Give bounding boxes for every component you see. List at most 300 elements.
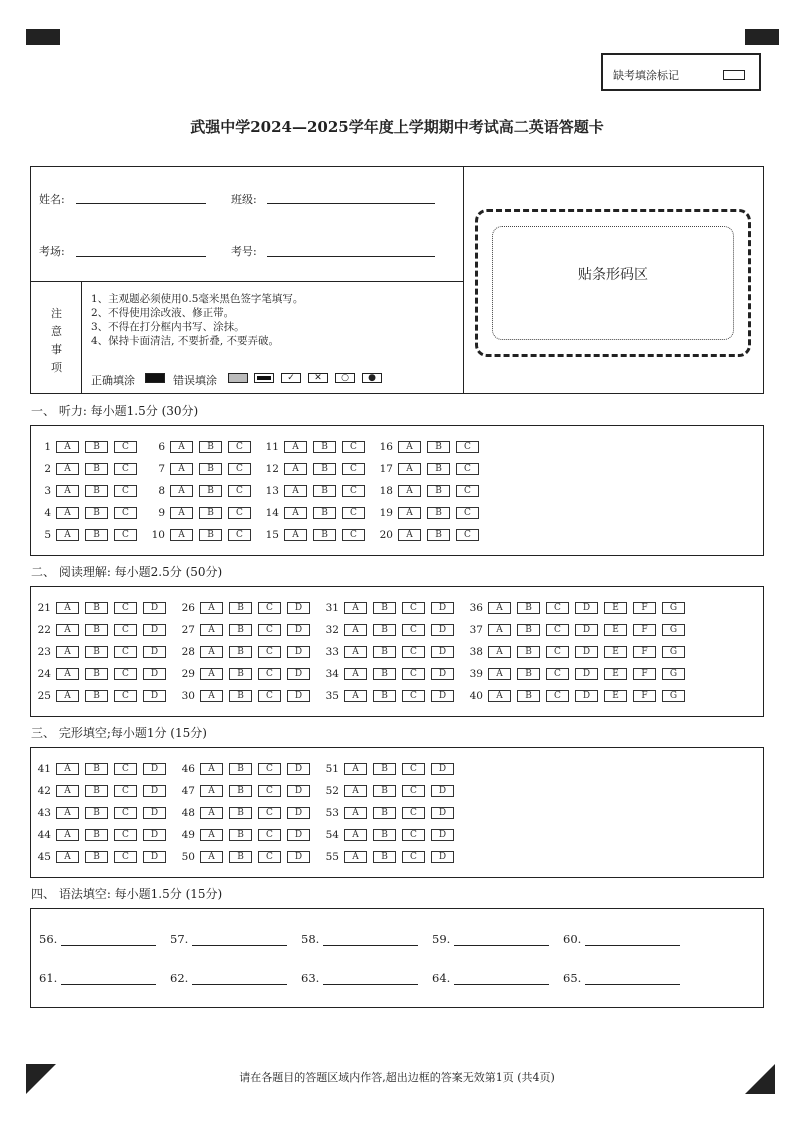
answer-bubble-b[interactable]: B [427, 529, 450, 541]
answer-bubble-c[interactable]: C [114, 441, 137, 453]
answer-bubble-e[interactable]: E [604, 624, 627, 636]
section-4-answer-box [30, 908, 764, 1008]
answer-bubble-a[interactable]: A [56, 602, 79, 614]
answer-bubble-c[interactable]: C [228, 485, 251, 497]
question-number: 33 [325, 646, 339, 658]
answer-bubble-c[interactable]: C [258, 785, 281, 797]
answer-bubble-a[interactable]: A [200, 646, 223, 658]
answer-bubble-c[interactable]: C [258, 668, 281, 680]
answer-blank-63[interactable] [323, 984, 418, 985]
question-number: 6 [158, 441, 165, 453]
answer-bubble-b[interactable]: B [229, 624, 252, 636]
question-number: 24 [37, 668, 51, 680]
question-number: 14 [265, 507, 279, 519]
answer-bubble-b[interactable]: B [199, 529, 222, 541]
answer-bubble-b[interactable]: B [85, 668, 108, 680]
answer-bubble-c[interactable]: C [228, 441, 251, 453]
rule-2: 2、不得使用涂改液、修正带。 [91, 307, 235, 319]
answer-bubble-b[interactable]: B [517, 624, 540, 636]
answer-bubble-b[interactable]: B [373, 851, 396, 863]
answer-bubble-b[interactable]: B [229, 851, 252, 863]
answer-bubble-b[interactable]: B [517, 602, 540, 614]
answer-bubble-a[interactable]: A [56, 807, 79, 819]
answer-bubble-c[interactable]: C [114, 602, 137, 614]
answer-bubble-d[interactable]: D [575, 668, 598, 680]
answer-bubble-d[interactable]: D [143, 785, 166, 797]
answer-bubble-c[interactable]: C [402, 602, 425, 614]
answer-bubble-c[interactable]: C [402, 851, 425, 863]
answer-bubble-d[interactable]: D [431, 624, 454, 636]
answer-bubble-c[interactable]: C [114, 807, 137, 819]
question-number: 27 [181, 624, 195, 636]
question-number: 8 [158, 485, 165, 497]
answer-bubble-d[interactable]: D [287, 763, 310, 775]
answer-bubble-b[interactable]: B [313, 463, 336, 475]
answer-bubble-c[interactable]: C [258, 829, 281, 841]
answer-bubble-c[interactable]: C [114, 829, 137, 841]
question-number: 44 [37, 829, 51, 841]
answer-bubble-b[interactable]: B [229, 785, 252, 797]
answer-bubble-c[interactable]: C [342, 441, 365, 453]
absent-mark-box [601, 53, 761, 91]
answer-bubble-b[interactable]: B [373, 785, 396, 797]
class-label: 班级: [231, 193, 257, 206]
question-number: 12 [265, 463, 279, 475]
answer-blank-56[interactable] [61, 945, 156, 946]
question-number: 36 [469, 602, 483, 614]
question-number: 17 [379, 463, 393, 475]
answer-bubble-a[interactable]: A [56, 763, 79, 775]
question-number: 32 [325, 624, 339, 636]
answer-blank-62[interactable] [192, 984, 287, 985]
answer-bubble-b[interactable]: B [85, 529, 108, 541]
answer-bubble-f[interactable]: F [633, 668, 656, 680]
answer-bubble-c[interactable]: C [402, 785, 425, 797]
answer-bubble-a[interactable]: A [200, 829, 223, 841]
answer-bubble-g[interactable]: G [662, 624, 685, 636]
answer-bubble-b[interactable]: B [427, 485, 450, 497]
section-4-heading: 四、 语法填空: 每小题1.5分 (15分) [31, 887, 223, 901]
answer-bubble-a[interactable]: A [170, 441, 193, 453]
answer-bubble-d[interactable]: D [143, 624, 166, 636]
answer-bubble-c[interactable]: C [402, 646, 425, 658]
answer-bubble-b[interactable]: B [85, 507, 108, 519]
answer-bubble-b[interactable]: B [313, 441, 336, 453]
answer-bubble-a[interactable]: A [344, 785, 367, 797]
answer-bubble-c[interactable]: C [402, 763, 425, 775]
answer-bubble-c[interactable]: C [228, 507, 251, 519]
answer-bubble-c[interactable]: C [228, 463, 251, 475]
rule-4: 4、保持卡面清洁, 不要折叠, 不要弄破。 [91, 335, 280, 347]
answer-bubble-b[interactable]: B [373, 646, 396, 658]
answer-bubble-a[interactable]: A [56, 529, 79, 541]
answer-bubble-c[interactable]: C [258, 763, 281, 775]
question-number: 47 [181, 785, 195, 797]
question-number: 15 [265, 529, 279, 541]
answer-bubble-d[interactable]: D [287, 785, 310, 797]
answer-bubble-d[interactable]: D [143, 668, 166, 680]
answer-bubble-b[interactable]: B [229, 807, 252, 819]
answer-bubble-d[interactable]: D [575, 602, 598, 614]
answer-bubble-c[interactable]: C [402, 624, 425, 636]
answer-bubble-b[interactable]: B [229, 690, 252, 702]
answer-bubble-a[interactable]: A [200, 763, 223, 775]
answer-bubble-b[interactable]: B [229, 829, 252, 841]
answer-bubble-a[interactable]: A [344, 851, 367, 863]
question-number: 35 [325, 690, 339, 702]
question-number: 4 [44, 507, 51, 519]
question-number: 19 [379, 507, 393, 519]
answer-bubble-a[interactable]: A [398, 441, 421, 453]
answer-bubble-b[interactable]: B [313, 507, 336, 519]
question-number: 34 [325, 668, 339, 680]
answer-bubble-f[interactable]: F [633, 690, 656, 702]
answer-bubble-a[interactable]: A [56, 785, 79, 797]
class-field[interactable] [267, 203, 435, 204]
answer-bubble-a[interactable]: A [200, 690, 223, 702]
answer-bubble-a[interactable]: A [200, 785, 223, 797]
answer-bubble-b[interactable]: B [229, 602, 252, 614]
question-number: 20 [379, 529, 393, 541]
answer-bubble-d[interactable]: D [143, 602, 166, 614]
answer-bubble-c[interactable]: C [546, 646, 569, 658]
answer-bubble-b[interactable]: B [373, 690, 396, 702]
question-number: 46 [181, 763, 195, 775]
answer-bubble-b[interactable]: B [85, 851, 108, 863]
answer-bubble-c[interactable]: C [546, 624, 569, 636]
question-number: 48 [181, 807, 195, 819]
answer-bubble-c[interactable]: C [456, 463, 479, 475]
answer-bubble-b[interactable]: B [373, 602, 396, 614]
answer-bubble-d[interactable]: D [431, 851, 454, 863]
wrong-fill-sample-cross: ✕ [308, 373, 328, 383]
answer-bubble-b[interactable]: B [427, 507, 450, 519]
answer-bubble-a[interactable]: A [344, 624, 367, 636]
answer-bubble-a[interactable]: A [200, 668, 223, 680]
answer-bubble-a[interactable]: A [344, 807, 367, 819]
question-number: 37 [469, 624, 483, 636]
answer-bubble-a[interactable]: A [344, 763, 367, 775]
answer-bubble-a[interactable]: A [170, 529, 193, 541]
question-number: 40 [469, 690, 483, 702]
answer-bubble-a[interactable]: A [56, 485, 79, 497]
answer-bubble-b[interactable]: B [85, 807, 108, 819]
answer-bubble-b[interactable]: B [373, 807, 396, 819]
question-number: 51 [325, 763, 339, 775]
answer-bubble-a[interactable]: A [200, 851, 223, 863]
answer-bubble-d[interactable]: D [287, 602, 310, 614]
answer-bubble-d[interactable]: D [287, 646, 310, 658]
answer-bubble-d[interactable]: D [287, 851, 310, 863]
answer-bubble-b[interactable]: B [85, 763, 108, 775]
answer-bubble-d[interactable]: D [575, 624, 598, 636]
answer-bubble-c[interactable]: C [342, 529, 365, 541]
answer-bubble-c[interactable]: C [342, 507, 365, 519]
question-number: 49 [181, 829, 195, 841]
answer-bubble-d[interactable]: D [431, 668, 454, 680]
question-number: 25 [37, 690, 51, 702]
answer-bubble-d[interactable]: D [143, 646, 166, 658]
answer-bubble-a[interactable]: A [284, 529, 307, 541]
answer-bubble-d[interactable]: D [143, 829, 166, 841]
answer-blank-58[interactable] [323, 945, 418, 946]
answer-bubble-b[interactable]: B [517, 668, 540, 680]
answer-bubble-b[interactable]: B [85, 441, 108, 453]
answer-bubble-a[interactable]: A [488, 624, 511, 636]
answer-bubble-c[interactable]: C [456, 485, 479, 497]
answer-bubble-d[interactable]: D [143, 763, 166, 775]
answer-bubble-a[interactable]: A [56, 463, 79, 475]
answer-bubble-c[interactable]: C [114, 624, 137, 636]
room-label: 考场: [39, 245, 65, 258]
answer-bubble-c[interactable]: C [546, 668, 569, 680]
answer-bubble-c[interactable]: C [114, 785, 137, 797]
section-2-heading: 二、 阅读理解: 每小题2.5分 (50分) [31, 565, 223, 579]
answer-bubble-c[interactable]: C [402, 829, 425, 841]
answer-bubble-a[interactable]: A [284, 507, 307, 519]
answer-bubble-a[interactable]: A [56, 829, 79, 841]
answer-bubble-d[interactable]: D [287, 624, 310, 636]
question-number: 13 [265, 485, 279, 497]
wrong-fill-sample-gray [228, 373, 248, 383]
answer-bubble-c[interactable]: C [114, 485, 137, 497]
name-label: 姓名: [39, 193, 65, 206]
answer-bubble-d[interactable]: D [575, 646, 598, 658]
question-number: 11 [265, 441, 279, 453]
answer-bubble-c[interactable]: C [456, 507, 479, 519]
answer-bubble-a[interactable]: A [56, 851, 79, 863]
answer-bubble-a[interactable]: A [488, 646, 511, 658]
answer-bubble-a[interactable]: A [344, 690, 367, 702]
answer-bubble-d[interactable]: D [431, 602, 454, 614]
answer-blank-64[interactable] [454, 984, 549, 985]
blank-number: 58. [301, 932, 320, 946]
answer-bubble-b[interactable]: B [85, 485, 108, 497]
section-2-answer-box [30, 586, 764, 717]
answer-bubble-c[interactable]: C [114, 529, 137, 541]
answer-blank-57[interactable] [192, 945, 287, 946]
answer-bubble-b[interactable]: B [85, 624, 108, 636]
answer-bubble-b[interactable]: B [427, 441, 450, 453]
answer-bubble-b[interactable]: B [313, 529, 336, 541]
answer-bubble-a[interactable]: A [56, 441, 79, 453]
answer-bubble-c[interactable]: C [114, 507, 137, 519]
answer-bubble-c[interactable]: C [114, 690, 137, 702]
answer-blank-60[interactable] [585, 945, 680, 946]
answer-bubble-a[interactable]: A [284, 463, 307, 475]
answer-bubble-d[interactable]: D [143, 807, 166, 819]
answer-bubble-a[interactable]: A [398, 507, 421, 519]
answer-bubble-e[interactable]: E [604, 646, 627, 658]
blank-number: 65. [563, 971, 582, 985]
answer-bubble-a[interactable]: A [200, 602, 223, 614]
exam-number-field[interactable] [267, 256, 435, 257]
answer-bubble-c[interactable]: C [258, 690, 281, 702]
answer-bubble-c[interactable]: C [402, 668, 425, 680]
answer-bubble-a[interactable]: A [488, 602, 511, 614]
answer-bubble-e[interactable]: E [604, 602, 627, 614]
question-number: 5 [44, 529, 51, 541]
answer-bubble-a[interactable]: A [398, 485, 421, 497]
answer-bubble-b[interactable]: B [427, 463, 450, 475]
answer-bubble-c[interactable]: C [258, 602, 281, 614]
answer-bubble-b[interactable]: B [85, 785, 108, 797]
wrong-fill-sample-check: ✓ [281, 373, 301, 383]
answer-bubble-b[interactable]: B [199, 463, 222, 475]
answer-bubble-a[interactable]: A [56, 668, 79, 680]
answer-bubble-a[interactable]: A [488, 668, 511, 680]
answer-bubble-c[interactable]: C [228, 529, 251, 541]
answer-blank-65[interactable] [585, 984, 680, 985]
answer-bubble-c[interactable]: C [258, 624, 281, 636]
wrong-fill-sample-dot: ● [362, 373, 382, 383]
answer-bubble-c[interactable]: C [456, 441, 479, 453]
question-number: 9 [158, 507, 165, 519]
blank-number: 56. [39, 932, 58, 946]
question-number: 42 [37, 785, 51, 797]
answer-bubble-b[interactable]: B [229, 763, 252, 775]
question-number: 16 [379, 441, 393, 453]
answer-bubble-d[interactable]: D [143, 690, 166, 702]
answer-bubble-c[interactable]: C [114, 668, 137, 680]
answer-bubble-c[interactable]: C [402, 807, 425, 819]
answer-bubble-c[interactable]: C [342, 485, 365, 497]
answer-bubble-d[interactable]: D [287, 690, 310, 702]
answer-bubble-b[interactable]: B [85, 690, 108, 702]
answer-bubble-g[interactable]: G [662, 668, 685, 680]
answer-bubble-b[interactable]: B [85, 646, 108, 658]
answer-bubble-a[interactable]: A [398, 463, 421, 475]
answer-bubble-b[interactable]: B [199, 441, 222, 453]
answer-blank-61[interactable] [61, 984, 156, 985]
answer-bubble-d[interactable]: D [575, 690, 598, 702]
answer-bubble-b[interactable]: B [199, 485, 222, 497]
answer-bubble-d[interactable]: D [287, 668, 310, 680]
answer-bubble-a[interactable]: A [56, 624, 79, 636]
answer-bubble-d[interactable]: D [431, 763, 454, 775]
answer-bubble-d[interactable]: D [431, 690, 454, 702]
blank-number: 60. [563, 932, 582, 946]
answer-bubble-e[interactable]: E [604, 690, 627, 702]
correct-fill-sample [145, 373, 165, 383]
answer-bubble-c[interactable]: C [402, 690, 425, 702]
question-number: 52 [325, 785, 339, 797]
question-number: 50 [181, 851, 195, 863]
answer-bubble-b[interactable]: B [517, 646, 540, 658]
answer-bubble-a[interactable]: A [170, 507, 193, 519]
answer-bubble-a[interactable]: A [398, 529, 421, 541]
answer-blank-59[interactable] [454, 945, 549, 946]
answer-bubble-a[interactable]: A [284, 485, 307, 497]
answer-bubble-c[interactable]: C [114, 463, 137, 475]
answer-bubble-b[interactable]: B [229, 646, 252, 658]
answer-bubble-a[interactable]: A [344, 646, 367, 658]
question-number: 31 [325, 602, 339, 614]
answer-bubble-d[interactable]: D [431, 785, 454, 797]
answer-bubble-f[interactable]: F [633, 624, 656, 636]
answer-bubble-f[interactable]: F [633, 646, 656, 658]
answer-bubble-a[interactable]: A [344, 829, 367, 841]
answer-bubble-c[interactable]: C [546, 690, 569, 702]
answer-bubble-a[interactable]: A [488, 690, 511, 702]
rule-3: 3、不得在打分框内书写、涂抹。 [91, 321, 245, 333]
question-number: 38 [469, 646, 483, 658]
answer-bubble-d[interactable]: D [143, 851, 166, 863]
absent-mark-checkbox[interactable] [723, 70, 745, 80]
wrong-fill-label: 错误填涂 [173, 374, 217, 387]
answer-bubble-c[interactable]: C [258, 851, 281, 863]
answer-bubble-a[interactable]: A [56, 646, 79, 658]
answer-bubble-a[interactable]: A [56, 690, 79, 702]
answer-bubble-g[interactable]: G [662, 646, 685, 658]
answer-bubble-a[interactable]: A [344, 602, 367, 614]
answer-bubble-b[interactable]: B [373, 829, 396, 841]
name-field[interactable] [76, 203, 206, 204]
answer-bubble-a[interactable]: A [200, 807, 223, 819]
answer-bubble-b[interactable]: B [85, 829, 108, 841]
answer-bubble-c[interactable]: C [114, 646, 137, 658]
answer-bubble-c[interactable]: C [456, 529, 479, 541]
answer-bubble-c[interactable]: C [258, 807, 281, 819]
section-3-heading: 三、 完形填空;每小题1分 (15分) [31, 726, 207, 740]
answer-bubble-b[interactable]: B [373, 624, 396, 636]
answer-bubble-d[interactable]: D [287, 807, 310, 819]
answer-bubble-a[interactable]: A [344, 668, 367, 680]
answer-bubble-b[interactable]: B [229, 668, 252, 680]
wrong-fill-sample-bar [254, 373, 274, 383]
section-1-heading: 一、 听力: 每小题1.5分 (30分) [31, 404, 199, 418]
answer-bubble-b[interactable]: B [517, 690, 540, 702]
question-number: 10 [151, 529, 165, 541]
question-number: 23 [37, 646, 51, 658]
room-field[interactable] [76, 256, 206, 257]
answer-bubble-b[interactable]: B [199, 507, 222, 519]
answer-bubble-c[interactable]: C [114, 851, 137, 863]
answer-bubble-b[interactable]: B [85, 463, 108, 475]
answer-bubble-d[interactable]: D [431, 646, 454, 658]
answer-bubble-c[interactable]: C [342, 463, 365, 475]
question-number: 53 [325, 807, 339, 819]
answer-bubble-c[interactable]: C [546, 602, 569, 614]
answer-bubble-d[interactable]: D [287, 829, 310, 841]
answer-bubble-f[interactable]: F [633, 602, 656, 614]
blank-number: 63. [301, 971, 320, 985]
answer-bubble-a[interactable]: A [56, 507, 79, 519]
answer-bubble-b[interactable]: B [85, 602, 108, 614]
answer-bubble-d[interactable]: D [431, 829, 454, 841]
notice-char: 项 [51, 361, 62, 374]
answer-bubble-b[interactable]: B [373, 763, 396, 775]
blank-number: 61. [39, 971, 58, 985]
answer-bubble-a[interactable]: A [170, 485, 193, 497]
answer-bubble-g[interactable]: G [662, 602, 685, 614]
page-title: 武强中学2024—2025学年度上学期期中考试高二英语答题卡 [190, 118, 604, 136]
answer-bubble-a[interactable]: A [284, 441, 307, 453]
answer-bubble-g[interactable]: G [662, 690, 685, 702]
answer-bubble-c[interactable]: C [258, 646, 281, 658]
question-number: 1 [44, 441, 51, 453]
notice-char: 事 [51, 343, 62, 356]
answer-bubble-e[interactable]: E [604, 668, 627, 680]
answer-bubble-c[interactable]: C [114, 763, 137, 775]
answer-bubble-b[interactable]: B [313, 485, 336, 497]
answer-bubble-d[interactable]: D [431, 807, 454, 819]
answer-bubble-b[interactable]: B [373, 668, 396, 680]
answer-bubble-a[interactable]: A [200, 624, 223, 636]
answer-bubble-a[interactable]: A [170, 463, 193, 475]
bottom-left-position-mark [26, 1064, 56, 1094]
correct-fill-label: 正确填涂 [91, 374, 135, 387]
